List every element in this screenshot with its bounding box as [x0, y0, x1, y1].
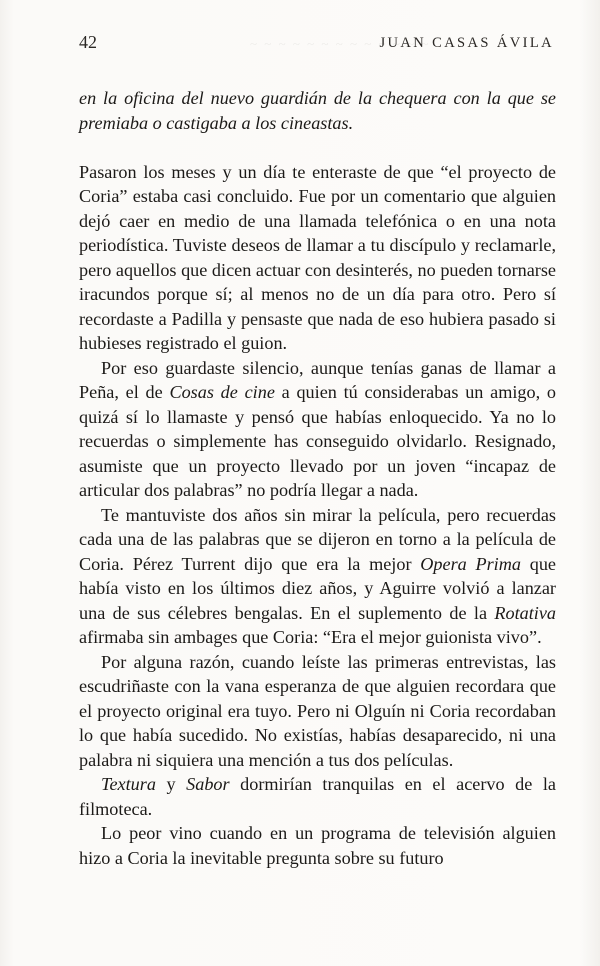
film-title-textura: Textura — [101, 774, 156, 794]
paragraph-2-part-b: a quien tú considerabas un amigo, o quizá sí lo llamaste y pensó que habías enloquecido. Ya no lo recuerdas o simplemente has conseguido olvidarlo. Resignado, asumiste que un proyecto llevado por un joven “incapaz de articular dos palabras” no podría llegar a nada. — [79, 382, 556, 500]
bleed-through-text: ~ ~ ~ ~ ~ ~ ~ ~ ~ ~ ~ ~ ~ — [250, 36, 431, 51]
paragraph-4: Por alguna razón, cuando leíste las primeras entrevistas, las escudriñaste con la vana esperanza de que alguien recordara que el proyecto original era tuyo. Pero ni Olguín ni Coria recordaban lo que había sucedido. No existías, habías desaparecido, ni una palabra ni siquiera una mención a tus dos películas. — [79, 651, 556, 770]
newspaper-title: Rotativa — [494, 602, 556, 623]
paragraph-1: Pasaron los meses y un día te enteraste de que “el proyecto de Coria” estaba casi concluido. Fue por un comentario que alguien dejó caer en medio de una llamada telefónica o en una nota periodística. Tuviste deseos de llamar a tu discípulo y reclamarle, pero aquellos que dicen actuar con desinterés, no pueden tornarse iracundos porque sí; al menos no de un día para otro. Pero sí recordaste a Padilla y pensaste que nada de eso hubiera pasado si hubieses registrado el guion. — [79, 161, 556, 353]
paragraph-5 — [79, 772, 556, 821]
running-head: JUAN CASAS ÁVILA — [379, 35, 554, 51]
paragraph-3 — [79, 503, 556, 650]
film-title-sabor: Sabor — [186, 774, 230, 794]
paragraph-5-part-a: y — [155, 774, 187, 794]
italic-quote-paragraph: en la oficina del nuevo guardián de la chequera con la que se premiaba o castigaba a los cineastas. — [79, 88, 556, 133]
paragraph-3-part-b: que había visto en los últimos diez años, y Aguirre volvió a lanzar una de sus célebres bengalas. En el suplemento de la — [79, 553, 556, 623]
body-text — [79, 86, 556, 870]
opera-prima-term: Opera Prima — [420, 553, 521, 574]
paragraph-5-part-b: dormirían tranquilas en el acervo de la filmoteca. — [79, 774, 556, 819]
magazine-title: Cosas de cine — [169, 382, 275, 402]
paragraph-6: Lo peor vino cuando en un programa de televisión alguien hizo a Coria la inevitable pregunta sobre su futuro — [79, 823, 556, 868]
page-number: 42 — [79, 32, 97, 52]
paragraph-2 — [79, 356, 556, 503]
paragraph-3-part-a: Te mantuviste dos años sin mirar la película, pero recuerdas cada una de las palabras que se dijeron en torno a la película de Coria. Pérez Turrent dijo que era la mejor — [79, 504, 556, 574]
paragraph-2-part-a: Por eso guardaste silencio, aunque tenías ganas de llamar a Peña, el de — [79, 357, 556, 402]
paragraph-3-part-c: afirmaba sin ambages que Coria: “Era el mejor guionista vivo”. — [79, 627, 542, 647]
